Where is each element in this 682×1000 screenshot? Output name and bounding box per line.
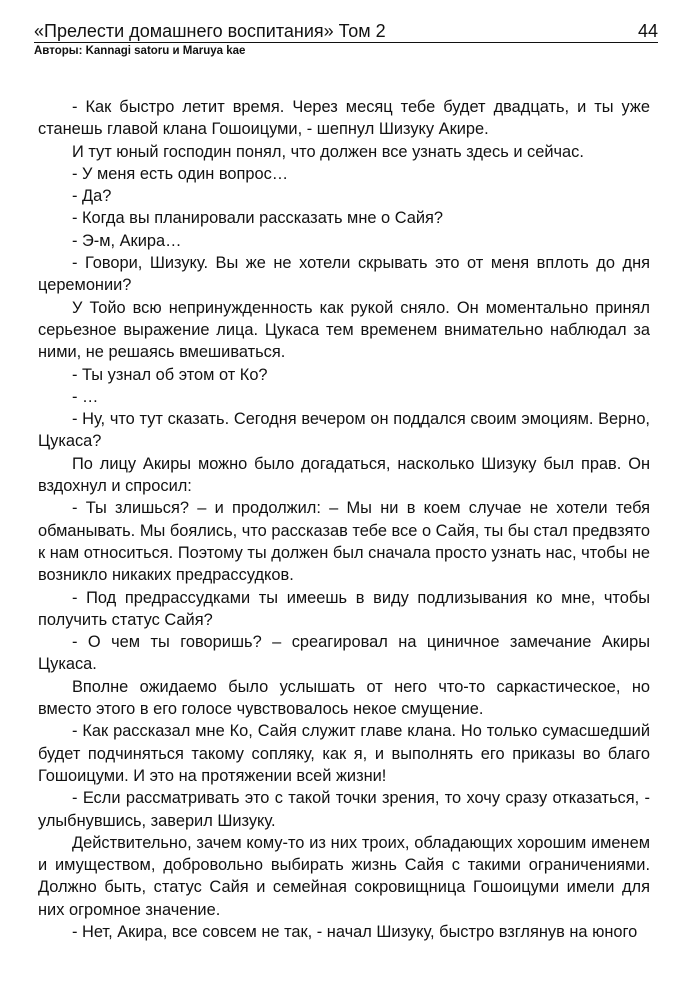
paragraph: - У меня есть один вопрос… [72,164,289,183]
body-text [38,96,650,943]
paragraph: - О чем ты говоришь? – среагировал на циничное замечание Акиры Цукаса. [38,633,650,674]
paragraph: - Да? [72,187,112,206]
paragraph: - Нет, Акира, все совсем не так, - начал Шизуку, быстро взглянув на юного [72,922,638,941]
paragraph: - Если рассматривать это с такой точки зрения, то хочу сразу отказаться, - улыбнувшись, заверил Шизуку. [38,789,650,830]
header-rule [34,20,658,43]
paragraph: Вполне ожидаемо было услышать от него что-то саркастическое, но вместо этого в его голосе чувствовалось некое смущение. [38,677,650,719]
paragraph: И тут юный господин понял, что должен все узнать здесь и сейчас. [72,142,584,161]
paragraph: - Когда вы планировали рассказать мне о Сайя? [72,209,443,228]
page-number: 44 [632,20,658,42]
paragraph: - Ты узнал об этом от Ко? [72,365,268,384]
paragraph: - Ты злишься? – и продолжил: – Мы ни в коем случае не хотели тебя обманывать. Мы боялись, что рассказав тебе все о Сайя, ты бы стал предвзято к нам относиться. Поэтому ты должен был сначала просто узнать нас, чтобы не возникло никаких предрассудков. [38,499,650,585]
book-title: «Прелести домашнего воспитания» Том 2 [34,21,386,41]
paragraph: У Тойо всю непринужденность как рукой сняло. Он моментально принял серьезное выражение лица. Цукаса тем временем внимательно наблюдал за ними, не решаясь вмешиваться. [38,298,650,362]
paragraph: - Э-м, Акира… [72,231,182,250]
paragraph: По лицу Акиры можно было догадаться, насколько Шизуку был прав. Он вздохнул и спросил: [38,454,650,496]
paragraph: - Как рассказал мне Ко, Сайя служит главе клана. Но только сумасшедший будет подчиняться такому сопляку, как я, и выполнять его приказы во благо Гошоицуми. И это на протяжении всей жизни! [38,722,650,785]
paragraph: - Говори, Шизуку. Вы же не хотели скрывать это от меня вплоть до дня церемонии? [38,254,650,295]
authors-line: Авторы: Kannagi satoru и Maruya kae [34,45,246,57]
paragraph: - Под предрассудками ты имеешь в виду подлизывания ко мне, чтобы получить статус Сайя? [38,588,650,629]
page-header [34,20,658,58]
paragraph: - Как быстро летит время. Через месяц тебе будет двадцать, и ты уже станешь главой клана Гошоицуми, - шепнул Шизуку Акире. [38,98,650,139]
paragraph: - … [72,387,99,406]
paragraph: - Ну, что тут сказать. Сегодня вечером он поддался своим эмоциям. Верно, Цукаса? [38,410,650,451]
paragraph: Действительно, зачем кому-то из них троих, обладающих хорошим именем и имуществом, добровольно выбирать жизнь Сайя с такими ограничениями. Должно быть, статус Сайя и семейная сокровищница Гошоицуми имели для них огромное значение. [38,833,650,919]
